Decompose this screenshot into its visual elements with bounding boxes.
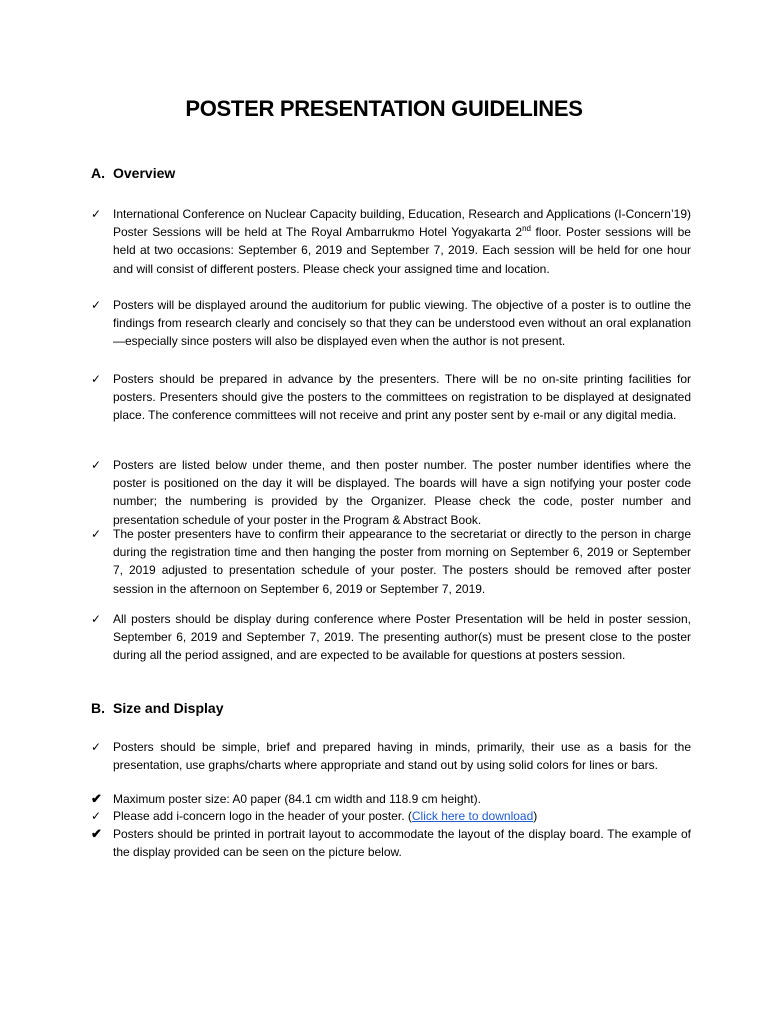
list-item [91,525,691,598]
list-item-text: Maximum poster size: A0 paper (84.1 cm width and 118.9 cm height). [113,792,481,806]
list-item-text: Posters will be displayed around the auditorium for public viewing. The objective of a poster is to outline the findings from research clearly and concisely so that they can be understood even without an oral explanation—especially since posters will also be displayed even when the author is not present. [113,298,691,349]
checkmark-icon: ✓ [91,298,102,312]
list-item [91,370,691,425]
list-item [91,790,691,808]
section-letter: A. [91,165,105,181]
list-item [91,205,691,278]
section-letter: B. [91,700,105,716]
page-title: POSTER PRESENTATION GUIDELINES [185,96,583,121]
list-item [91,807,691,825]
checkmark-icon: ✓ [91,372,102,386]
section-heading-overview [91,165,175,181]
list-item-text: All posters should be display during conference where Poster Presentation will be held in poster session, September 6, 2019 and September 7, 2019. The presenting author(s) must be present close to the poster during all the period assigned, and are expected to be available for questions at posters session. [113,612,691,663]
list-item-text: Posters should be printed in portrait layout to accommodate the layout of the display board. The example of the display provided can be seen on the picture below. [113,827,691,860]
checkmark-icon: ✓ [91,458,102,472]
section-title: Size and Display [113,700,224,716]
list-item [91,456,691,529]
list-item [91,738,691,774]
list-item [91,610,691,665]
list-item-text: International Conference on Nuclear Capacity building, Education, Research and Applications (I-Concern’19) Poster Sessions will be held at The Royal Ambarrukmo Hotel Yogyakarta 2nd floor. Poster sessions will be held at two occasions: September 6, 2019 and September 7, 2019. Each session will be held for one hour and will consist of different posters. Please check your assigned time and location. [113,207,691,276]
list-item-text: The poster presenters have to confirm their appearance to the secretariat or directly to the person in charge during the registration time and then hanging the poster from morning on September 6, 2019 or September 7, 2019 adjusted to presentation schedule of your poster. The posters should be removed after poster session in the afternoon on September 6, 2019 or September 7, 2019. [113,527,691,596]
checkmark-icon: ✓ [91,740,102,754]
checkmark-icon: ✓ [91,207,102,221]
section-title: Overview [113,165,176,181]
list-item-text: Posters should be simple, brief and prepared having in minds, primarily, their use as a basis for the presentation, use graphs/charts where appropriate and stand out by using solid colors for lines or bars. [113,740,691,773]
list-item-text: Posters are listed below under theme, and then poster number. The poster number identifies where the poster is positioned on the day it will be displayed. The boards will have a sign notifying your poster code number; the numbering is provided by the Organizer. Please check the code, poster number and presentation schedule of your poster in the Program & Abstract Book. [113,458,691,527]
checkmark-icon: ✓ [91,527,102,541]
checkmark-icon: ✔ [91,791,102,806]
checkmark-icon: ✔ [91,826,102,841]
checkmark-icon: ✓ [91,809,102,823]
list-item-text: Please add i-concern logo in the header of your poster. (Click here to download) [113,809,538,823]
list-item [91,825,691,861]
list-item-text: Posters should be prepared in advance by the presenters. There will be no on-site printing facilities for posters. Presenters should give the posters to the committees on registration to be displayed at designated place. The conference committees will not receive and print any poster sent by e-mail or any digital media. [113,372,691,423]
section-heading-size-and-display [91,700,223,716]
list-item [91,296,691,351]
checkmark-icon: ✓ [91,612,102,626]
download-logo-link[interactable]: Click here to download [411,809,534,823]
